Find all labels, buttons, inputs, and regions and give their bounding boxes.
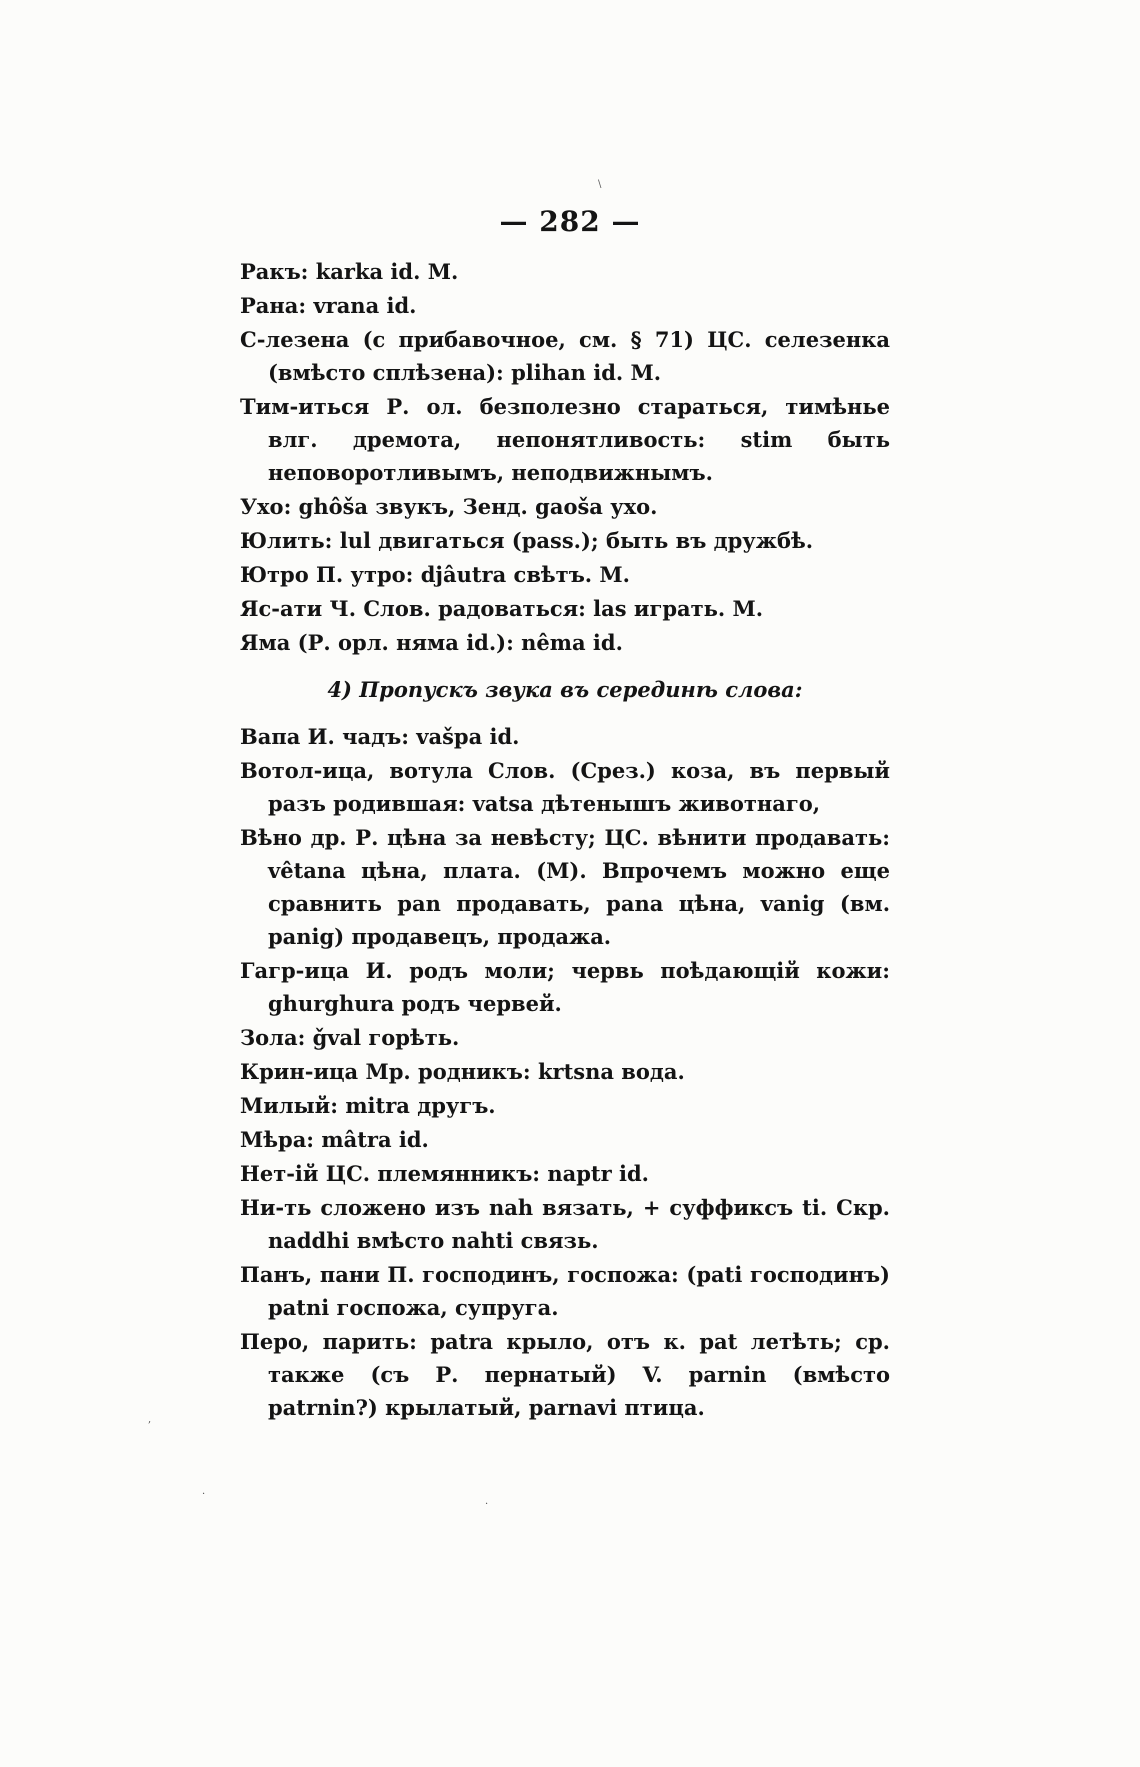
scan-speck: · bbox=[202, 1489, 206, 1500]
dictionary-entry: Ни-ть сложено изъ nah вязать, + суффиксъ ti. Скр. naddhi вмѣсто nahti связь. bbox=[240, 1195, 890, 1253]
dictionary-entry: Гагр-ица И. родъ моли; червь поѣдающій кожи: ghurghura родъ червей. bbox=[240, 958, 890, 1016]
dictionary-entry: Мѣра: mâtra id. bbox=[240, 1127, 429, 1152]
dictionary-entry: Тим-иться Р. ол. безполезно стараться, тимѣнье влг. дремота, непонятливость: stim быть неповоротливымъ, неподвижнымъ. bbox=[240, 394, 890, 485]
dictionary-entry: Вѣно др. Р. цѣна за невѣсту; ЦС. вѣнити продавать: vêtana цѣна, плата. (M). Впрочемъ можно еще сравнить pan продавать, pana цѣна, vanig (вм. panig) продавецъ, продажа. bbox=[240, 825, 890, 949]
dictionary-entry: Яма (Р. орл. няма id.): nêma id. bbox=[240, 630, 623, 655]
page-body bbox=[240, 255, 890, 1425]
dictionary-entry: С-лезена (с прибавочное, см. § 71) ЦС. селезенка (вмѣсто сплѣзена): plihan id. M. bbox=[240, 327, 890, 385]
dictionary-entry: Юлить: lul двигаться (pass.); быть въ дружбѣ. bbox=[240, 528, 814, 553]
section-heading: 4) Пропускъ звука въ серединѣ слова: bbox=[327, 677, 803, 702]
dictionary-entry: Ютро П. утро: djâutra свѣтъ. M. bbox=[240, 562, 630, 587]
page-number: — 282 — bbox=[499, 205, 641, 238]
dictionary-entry: Панъ, пани П. господинъ, госпожа: (pati господинъ) patni госпожа, супруга. bbox=[240, 1262, 890, 1320]
dictionary-entry: Рана: vrana id. bbox=[240, 293, 417, 318]
entry-list-1 bbox=[240, 255, 890, 659]
dictionary-entry: Крин-ица Мр. родникъ: krtsna вода. bbox=[240, 1059, 685, 1084]
dictionary-entry: Зола: ǧval горѣть. bbox=[240, 1025, 460, 1050]
scan-speck: \ bbox=[598, 179, 602, 190]
dictionary-entry: Вотол-ица, вотула Слов. (Срез.) коза, въ первый разъ родившая: vatsa дѣтенышъ животнаго, bbox=[240, 758, 890, 816]
dictionary-entry: Ракъ: karka id. M. bbox=[240, 259, 459, 284]
dictionary-entry: Ухо: ghôša звукъ, Зенд. gaoša ухо. bbox=[240, 494, 658, 519]
dictionary-entry: Яс-ати Ч. Слов. радоваться: las играть. M. bbox=[240, 596, 764, 621]
dictionary-entry: Нет-ій ЦС. племянникъ: naptr id. bbox=[240, 1161, 649, 1186]
dictionary-entry: Милый: mitra другъ. bbox=[240, 1093, 496, 1118]
dictionary-entry: Вапа И. чадъ: vašpa id. bbox=[240, 724, 520, 749]
scan-speck: , bbox=[148, 1414, 152, 1425]
scan-speck: · bbox=[485, 1499, 489, 1510]
entry-list-2 bbox=[240, 720, 890, 1424]
dictionary-entry: Перо, парить: patra крыло, отъ к. pat летѣть; ср. также (съ Р. пернатый) V. parnin (вмѣсто patrnin?) крылатый, parnavi птица. bbox=[240, 1329, 890, 1420]
